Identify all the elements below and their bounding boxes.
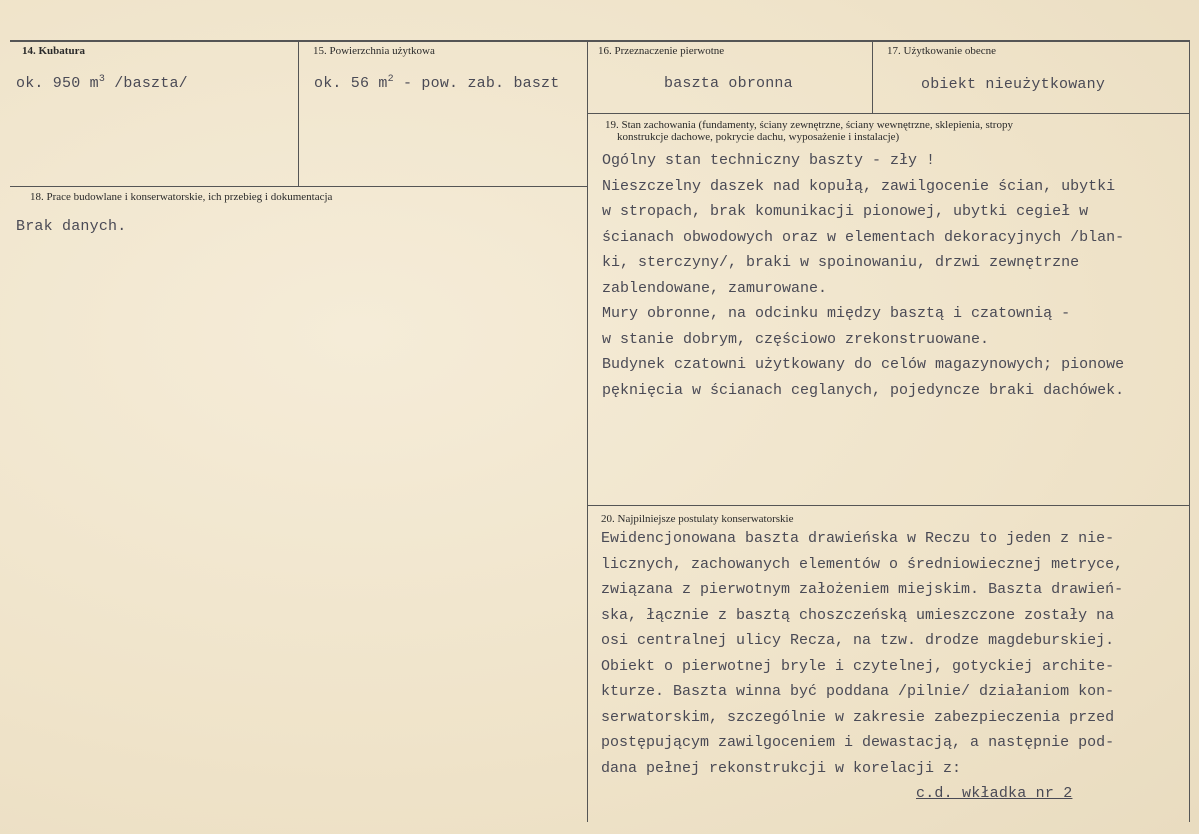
field-19-label-line2: konstrukcje dachowe, pokrycie dachu, wyposażenie i instalacje) <box>617 131 900 143</box>
field-15-label: 15. Powierzchnia użytkowa <box>313 45 435 57</box>
field-16-label: 16. Przeznaczenie pierwotne <box>598 45 725 57</box>
divider-14-15 <box>298 42 299 186</box>
field-18-value: Brak danych. <box>16 218 127 235</box>
divider-16-17 <box>872 42 873 113</box>
field-16-value: baszta obronna <box>664 75 793 92</box>
field-20-body <box>601 526 1123 781</box>
field-20-continuation: c.d. wkładka nr 2 <box>916 785 1073 802</box>
field-15-value-post: - pow. zab. baszt <box>393 75 560 92</box>
field-20-line: licznych, zachowanych elementów o średniowiecznej metryce, <box>601 555 1124 573</box>
field-20-line: postępującym zawilgoceniem i dewastacją, a następnie pod- <box>601 734 1115 751</box>
field-14-label: 14. Kubatura <box>22 45 85 57</box>
field-17-value: obiekt nieużytkowany <box>921 76 1106 93</box>
field-18-label: 18. Prace budowlane i konserwatorskie, ich przebieg i dokumentacja <box>30 191 333 203</box>
rule-row1-bottom-right <box>587 113 1190 114</box>
field-20-line: ska, łącznie z basztą choszczeńską umieszczone zostały na <box>601 606 1115 624</box>
field-15-value <box>314 74 559 92</box>
field-19-line: w stropach, brak komunikacji pionowej, ubytki cegieł w <box>602 203 1089 220</box>
field-14-value <box>16 74 188 92</box>
field-19-line: zablendowane, zamurowane. <box>602 279 828 297</box>
field-20-line: serwatorskim, szczególnie w zakresie zabezpieczenia przed <box>601 708 1115 726</box>
field-20-label: 20. Najpilniejsze postulaty konserwatorskie <box>601 513 794 525</box>
field-15-value-clip <box>314 74 586 96</box>
field-14-value-post: /baszta/ <box>105 75 188 92</box>
field-19-line: w stanie dobrym, częściowo zrekonstruowane. <box>602 330 990 348</box>
right-edge <box>1189 42 1190 822</box>
field-15-value-pre: ok. 56 m <box>314 75 388 92</box>
field-20-line: osi centralnej ulicy Recza, na tzw. drodze magdeburskiej. <box>601 632 1115 649</box>
field-19-label-line1: 19. Stan zachowania (fundamenty, ściany zewnętrzne, ściany wewnętrzne, sklepienia, stropy <box>605 119 1013 131</box>
field-17-label: 17. Użytkowanie obecne <box>887 45 997 57</box>
field-19-body <box>602 148 1124 403</box>
field-19-line: pęknięcia w ścianach ceglanych, pojedyncze braki dachówek. <box>602 381 1125 399</box>
field-20-line: Obiekt o pierwotnej bryle i czytelnej, gotyckiej archite- <box>601 657 1115 675</box>
field-19-line: Budynek czatowni użytkowany do celów magazynowych; pionowe <box>602 356 1125 373</box>
field-19-line: Mury obronne, na odcinku między basztą i czatownią - <box>602 305 1071 322</box>
field-14-value-pre: ok. 950 m <box>16 75 99 92</box>
field-20-line: Ewidencjonowana baszta drawieńska w Reczu to jeden z nie- <box>601 530 1115 547</box>
field-19-line: ścianach obwodowych oraz w elementach dekoracyjnych /blan- <box>602 228 1125 246</box>
top-rule <box>10 40 1190 42</box>
rule-row1-bottom-left <box>10 186 587 187</box>
field-19-line: Nieszczelny daszek nad kopułą, zawilgocenie ścian, ubytki <box>602 177 1116 195</box>
field-15-unit-exponent: 2 <box>387 74 394 85</box>
field-19-line: ki, sterczyny/, braki w spoinowaniu, drzwi zewnętrzne <box>602 254 1080 271</box>
field-19-line: Ogólny stan techniczny baszty - zły ! <box>602 152 936 169</box>
field-20-line: związana z pierwotnym założeniem miejskim. Baszta drawień- <box>601 581 1124 598</box>
field-20-line: kturze. Baszta winna być poddana /pilnie/ działaniom kon- <box>601 683 1115 700</box>
field-14-unit-exponent: 3 <box>98 74 106 85</box>
divider-left-right <box>587 42 588 822</box>
rule-section20-top <box>587 505 1190 506</box>
field-20-line: dana pełnej rekonstrukcji w korelacji z: <box>601 759 962 777</box>
